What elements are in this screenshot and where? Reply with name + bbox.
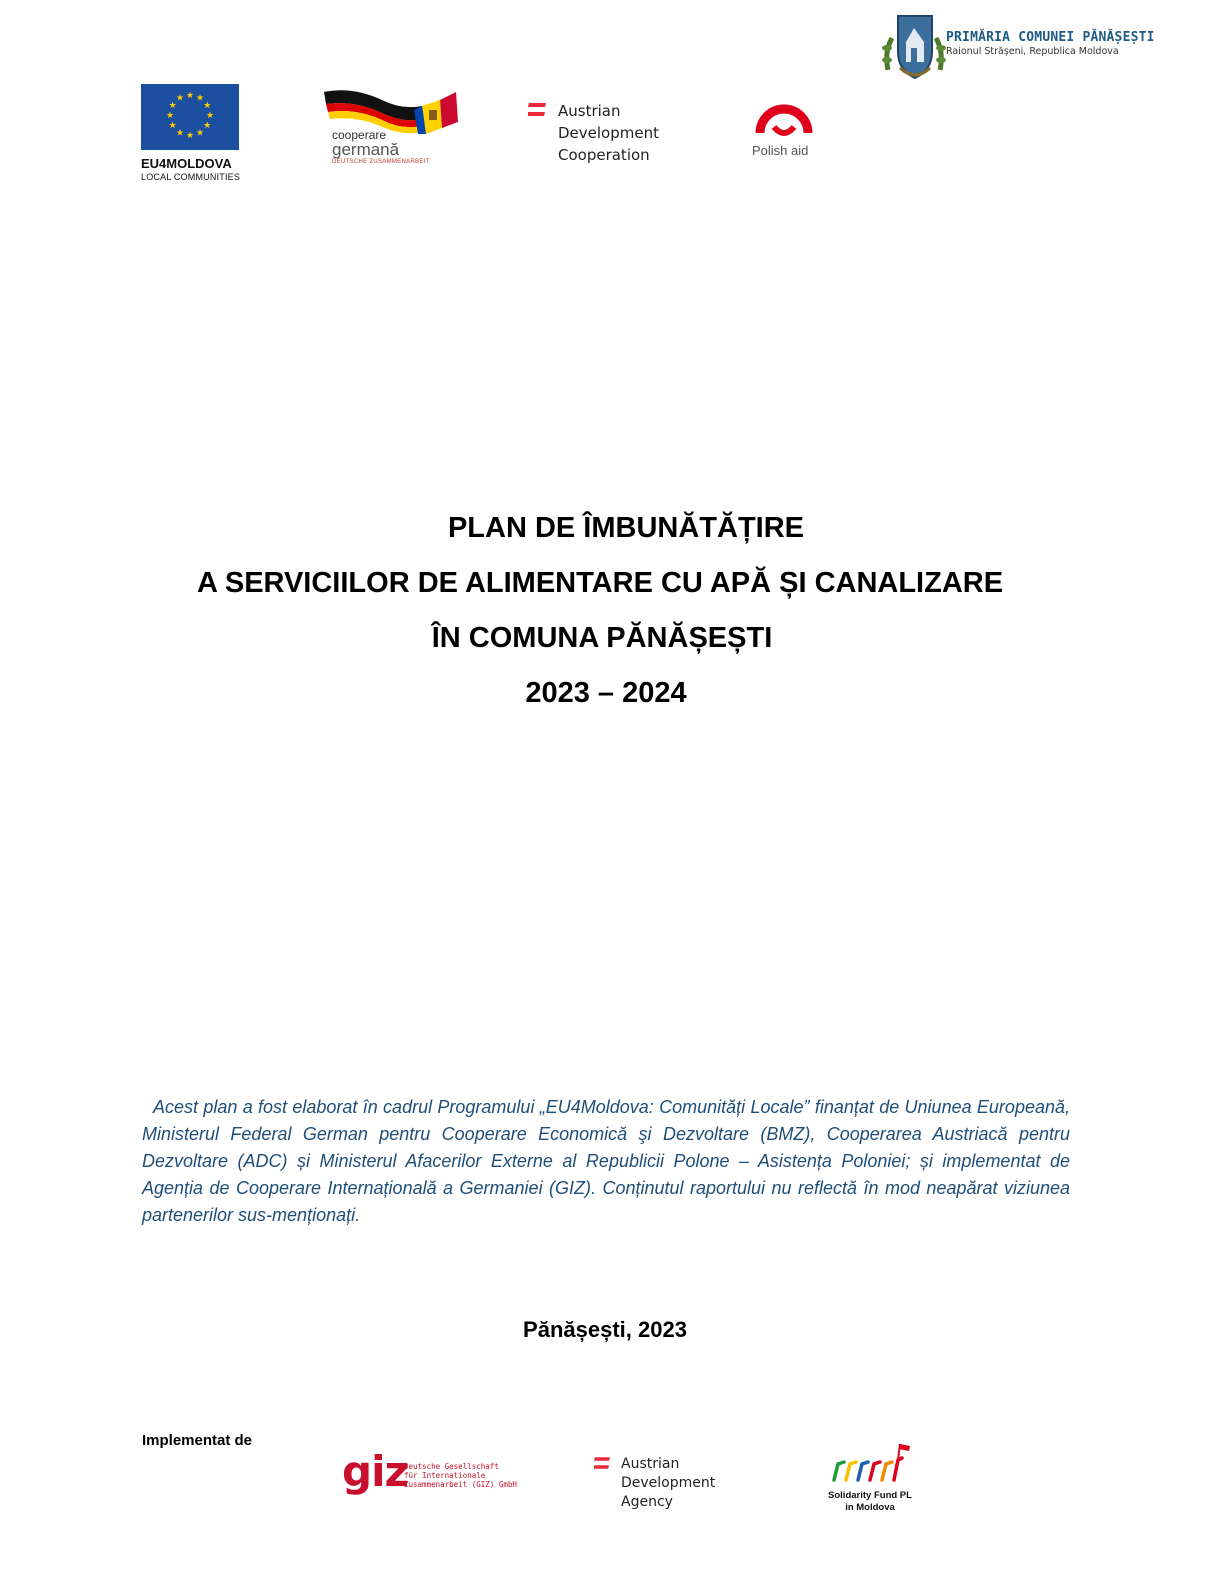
- solidarity-people-icon: [828, 1440, 912, 1486]
- polish-aid-logo: [750, 93, 820, 163]
- austrian-development-agency-logo: [594, 1455, 734, 1515]
- svg-text:★: ★: [203, 121, 212, 131]
- title-line-4: 2023 – 2024: [525, 677, 687, 709]
- ada-line3: Agency: [621, 1494, 673, 1510]
- adc-line2: Development: [558, 124, 659, 142]
- implemented-by-label: Implementat de: [142, 1432, 253, 1449]
- primaria-header: [878, 12, 1178, 84]
- eu4moldova-logo: [141, 84, 241, 184]
- austrian-development-cooperation-logo: [528, 100, 678, 166]
- svg-text:★: ★: [195, 128, 205, 139]
- german-logo-line2: germană: [332, 140, 400, 159]
- place-date: Pănășești, 2023: [523, 1317, 687, 1342]
- eu-logo-subtitle: LOCAL COMMUNITIES: [141, 172, 241, 182]
- giz-line2: für Internationale: [404, 1471, 486, 1480]
- svg-text:★: ★: [168, 121, 177, 131]
- title-line-2: A SERVICIILOR DE ALIMENTARE CU APĂ ȘI CANALIZARE: [196, 567, 1004, 599]
- svg-text:★: ★: [195, 93, 205, 104]
- title-line-3: ÎN COMUNA PĂNĂȘEȘTI: [431, 622, 773, 654]
- title-line-1: PLAN DE ÎMBUNĂTĂȚIRE: [447, 512, 805, 544]
- svg-text:★: ★: [185, 131, 195, 141]
- adc-line1: Austrian: [558, 102, 621, 120]
- primaria-crest-icon: [878, 12, 950, 84]
- adc-line3: Cooperation: [558, 146, 650, 164]
- eu-logo-title: EU4MOLDOVA: [141, 156, 232, 171]
- svg-text:★: ★: [175, 93, 185, 104]
- svg-text:★: ★: [168, 101, 177, 111]
- svg-text:★: ★: [175, 128, 185, 139]
- giz-wordmark: giz: [342, 1447, 408, 1496]
- ada-line1: Austrian: [621, 1456, 680, 1472]
- giz-logo: [342, 1447, 522, 1505]
- austria-flag-icon: [528, 103, 546, 116]
- svg-text:★: ★: [185, 91, 195, 101]
- german-logo-line1: cooperare: [332, 128, 387, 142]
- polish-aid-icon: [754, 93, 814, 141]
- eu-flag-icon: [141, 84, 239, 150]
- primaria-subtitle: Raionul Strășeni, Republica Moldova: [946, 46, 1119, 57]
- svg-text:★: ★: [203, 101, 212, 111]
- solidarity-line1: Solidarity Fund PL: [828, 1490, 912, 1501]
- solidarity-fund-logo: [828, 1440, 918, 1516]
- funding-disclaimer: Acest plan a fost elaborat în cadrul Programului „EU4Moldova: Comunități Locale” finanțat de Uniunea Europeană, Ministerul Federal German pentru Cooperare Economică şi Dezvoltare (BMZ), Cooperarea Austriacă pentru Dezvoltare (ADC) și Ministerul Afacerilor Externe al Republicii Polone – Asistența Poloniei; și implementat de Agenția de Cooperare Internațională a Germaniei (GIZ). Conținutul raportului nu reflectă în mod neapărat viziunea partenerilor sus-menționați.: [142, 1097, 1070, 1225]
- solidarity-line2: in Moldova: [845, 1502, 895, 1513]
- svg-text:★: ★: [205, 111, 215, 121]
- polish-aid-label: Polish aid: [752, 143, 809, 158]
- ada-line2: Development: [621, 1475, 716, 1491]
- giz-line3: Zusammenarbeit (GIZ) GmbH: [404, 1480, 517, 1489]
- giz-line1: Deutsche Gesellschaft: [404, 1462, 499, 1471]
- cooperare-germana-logo: [322, 88, 462, 170]
- german-logo-line3: DEUTSCHE ZUSAMMENARBEIT: [332, 159, 430, 165]
- svg-text:★: ★: [165, 111, 175, 121]
- primaria-name: PRIMĂRIA COMUNEI PĂNĂȘEȘTI: [946, 30, 1155, 45]
- austria-flag-icon: [594, 1457, 610, 1469]
